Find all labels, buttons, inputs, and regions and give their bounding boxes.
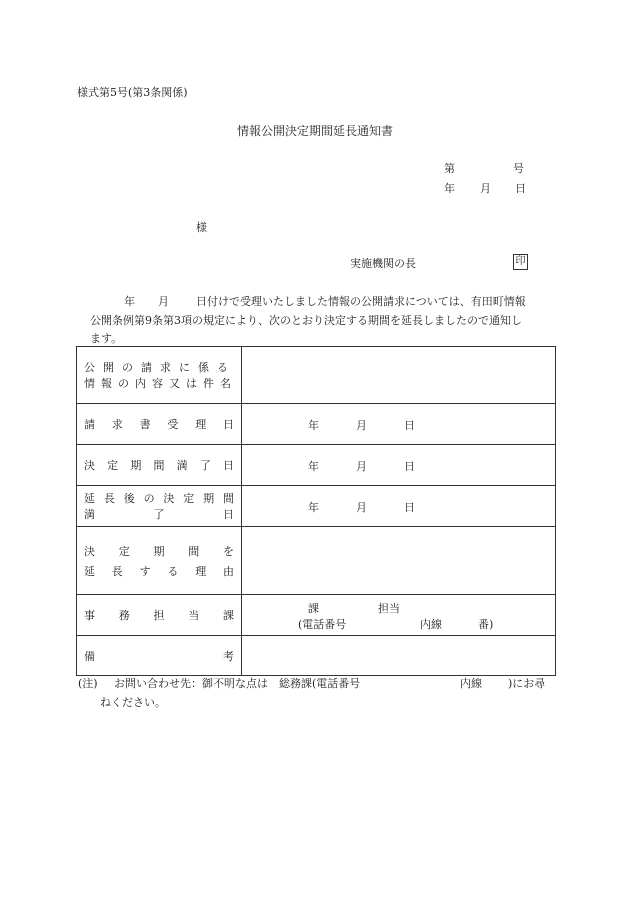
body-line3: ます。	[90, 332, 123, 345]
note-text: お問い合わせ先：御不明な点は 総務課(電話番号	[114, 677, 361, 690]
note-line2: ねください。	[100, 696, 166, 709]
row-label: 事務担当課	[77, 595, 242, 636]
row-value	[242, 636, 556, 676]
date-month: 月	[480, 182, 491, 195]
info-table	[76, 346, 556, 676]
body-year: 年	[124, 295, 135, 308]
doc-number-go: 号	[513, 162, 524, 175]
row-label-line: 満 了 日	[84, 508, 234, 521]
table-row	[77, 486, 556, 527]
note-naisen: 内線	[460, 677, 482, 690]
table-row	[77, 527, 556, 595]
doc-number-dai: 第	[444, 162, 455, 175]
date-year: 年	[444, 182, 455, 195]
note-end: )にお尋	[508, 677, 546, 690]
table-row	[77, 445, 556, 486]
note-prefix: (注)	[78, 677, 98, 690]
row-value: 年 月 日	[242, 404, 556, 445]
table-row	[77, 595, 556, 636]
row-value: 年 月 日	[242, 445, 556, 486]
body-line1: 日付けで受理いたしました情報の公開請求については、有田町情報	[196, 295, 526, 308]
row-value	[242, 527, 556, 595]
sender-title: 実施機関の長	[350, 257, 416, 270]
body-month: 月	[158, 295, 169, 308]
row-label: 決定期間満了日	[77, 445, 242, 486]
form-number: 様式第5号(第3条関係)	[77, 86, 188, 99]
row-label	[77, 636, 242, 676]
row-value: 課 担当 (電話番号 内線 番)	[242, 595, 556, 636]
row-label: 決定期間を 延長する理由	[77, 527, 242, 595]
row-label-line: 公開の請求に係る	[84, 361, 234, 374]
addressee-suffix: 様	[196, 221, 207, 234]
date-day: 日	[515, 182, 526, 195]
row-label-line: 備 考	[84, 649, 234, 663]
row-label: 請求書受理日	[77, 404, 242, 445]
row-label-line: 情報の内容又は件名	[84, 377, 234, 390]
table-row	[77, 347, 556, 404]
row-label: 延長後の決定期間 満 了 日	[77, 486, 242, 527]
table-row	[77, 636, 556, 676]
document-title: 情報公開決定期間延長通知書	[237, 124, 394, 138]
body-line2: 公開条例第9条第3項の規定により、次のとおり決定する期間を延長しましたので通知し	[90, 314, 522, 327]
row-value	[242, 347, 556, 404]
row-label	[77, 347, 242, 404]
table-row	[77, 404, 556, 445]
seal-mark: 印	[513, 254, 528, 270]
row-value: 年 月 日	[242, 486, 556, 527]
